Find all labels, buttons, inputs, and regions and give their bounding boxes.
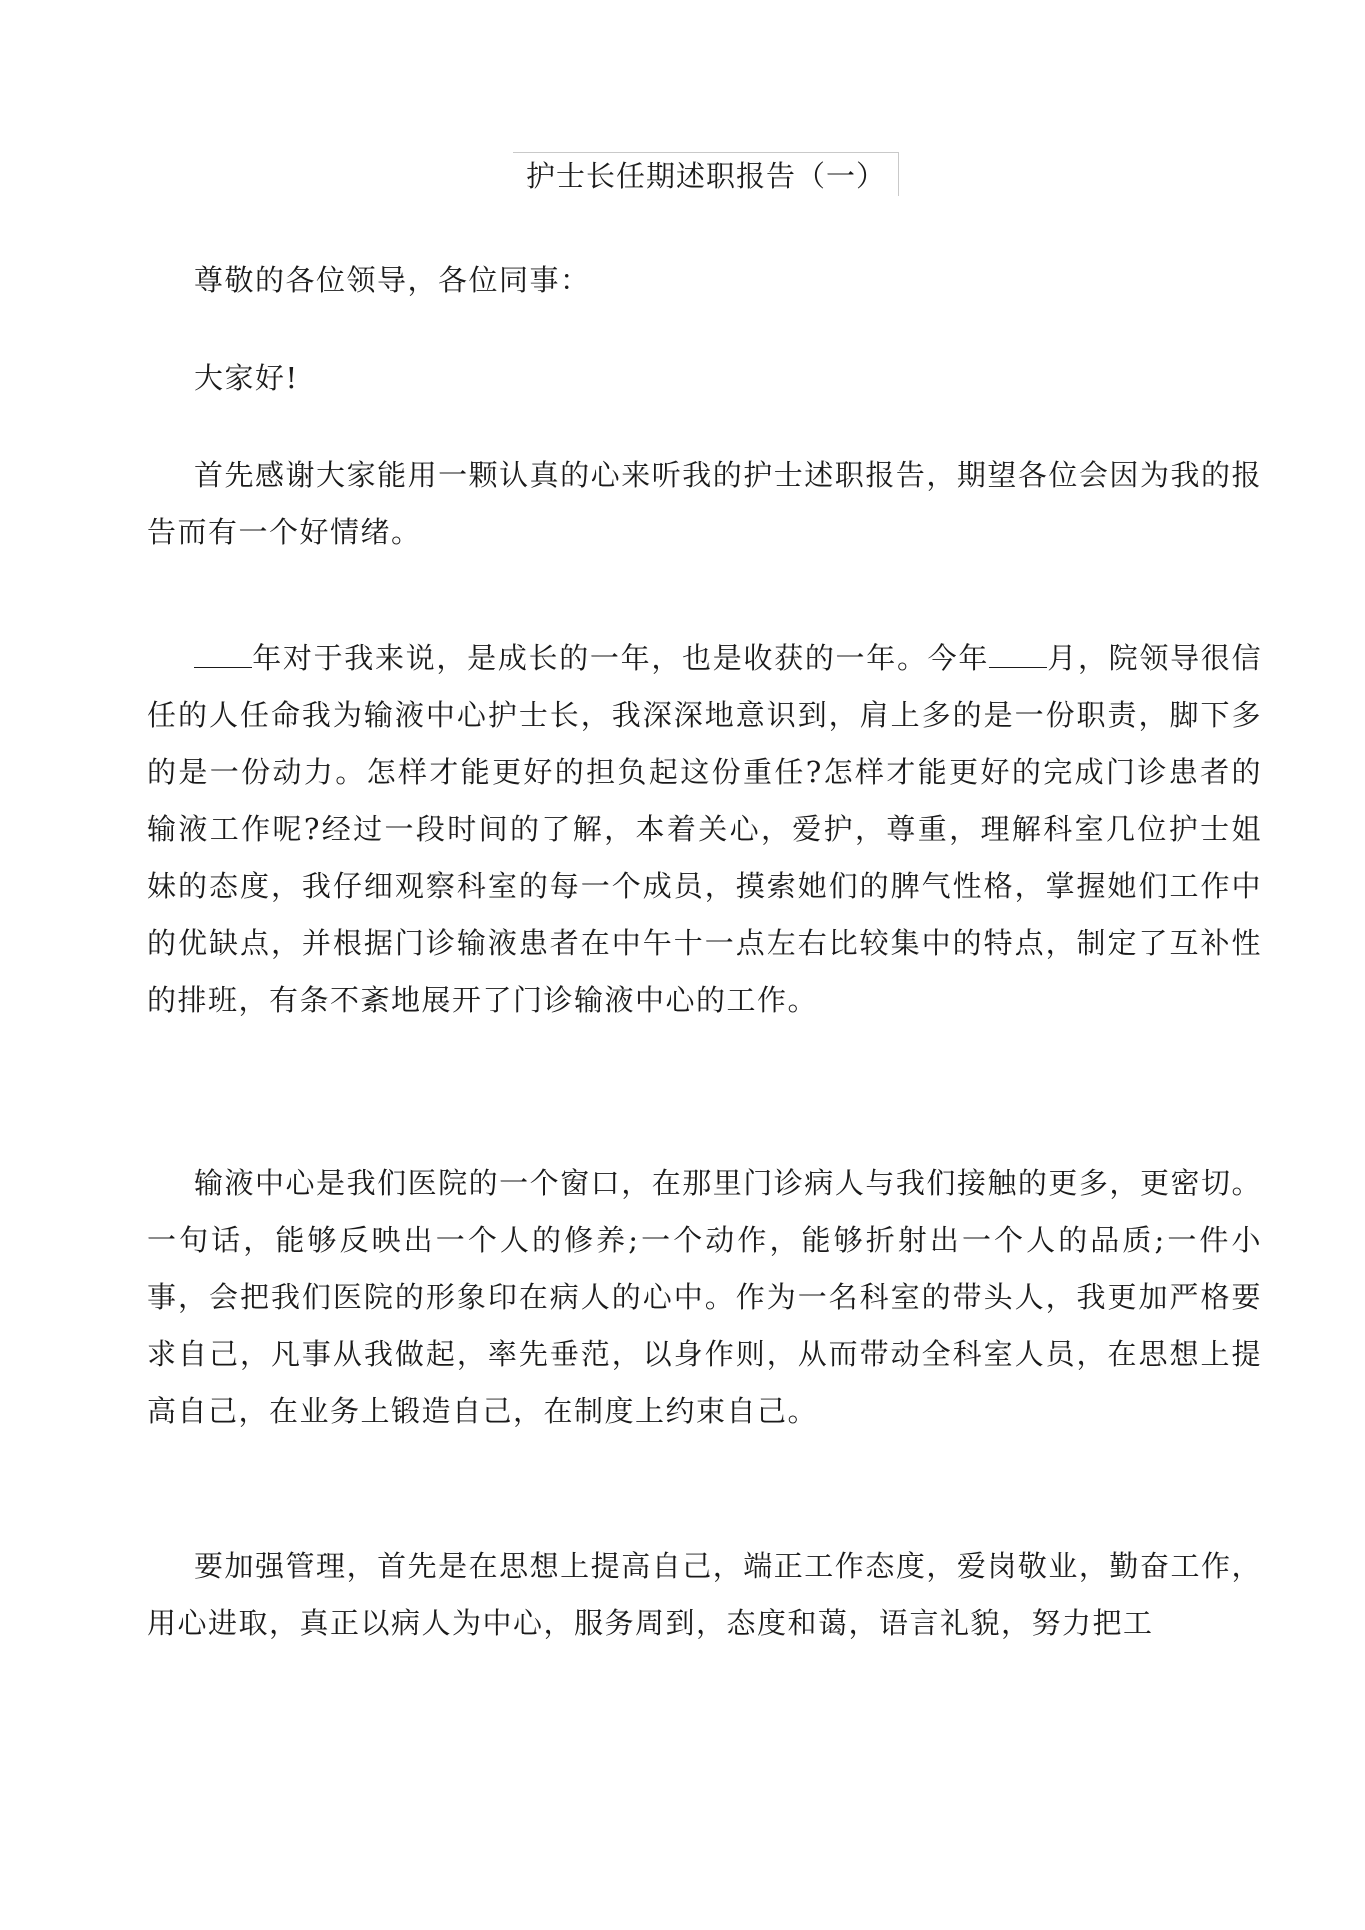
year-blank xyxy=(194,645,252,668)
paragraph-opening: 首先感谢大家能用一颗认真的心来听我的护士述职报告，期望各位会因为我的报告而有一个好情绪。 xyxy=(147,458,1262,549)
paragraph-management: 要加强管理，首先是在思想上提高自己，端正工作态度，爱岗敬业，勤奋工作，用心进取，真正以病人为中心，服务周到，态度和蔼，语言礼貌，努力把工 xyxy=(147,1549,1262,1640)
greeting: 大家好! xyxy=(194,361,299,395)
paragraph-infusion-center: 输液中心是我们医院的一个窗口，在那里门诊病人与我们接触的更多，更密切。一句话，能够反映出一个人的修养;一个动作，能够折射出一个人的品质;一件小事，会把我们医院的形象印在病人的心中。作为一名科室的带头人，我更加严格要求自己，凡事从我做起，率先垂范，以身作则，从而带动全科室人员，在思想上提高自己，在业务上锻造自己，在制度上约束自己。 xyxy=(147,1166,1262,1428)
paragraph-appointment xyxy=(147,630,1262,1029)
paragraph-appointment-text-1: 年对于我来说，是成长的一年，也是收获的一年。今年 xyxy=(252,641,990,675)
paragraph-appointment-text-2: 月，院领导很信任的人任命我为输液中心护士长，我深深地意识到，肩上多的是一份职责，脚下多的是一份动力。怎样才能更好的担负起这份重任?怎样才能更好的完成门诊患者的输液工作呢?经过一段时间的了解，本着关心，爱护，尊重，理解科室几位护士姐妹的态度，我仔细观察科室的每一个成员，摸索她们的脾气性格，掌握她们工作中的优缺点，并根据门诊输液患者在中午十一点左右比较集中的特点，制定了互补性的排班，有条不紊地展开了门诊输液中心的工作。 xyxy=(147,641,1262,1017)
salutation: 尊敬的各位领导，各位同事： xyxy=(194,263,591,297)
month-blank xyxy=(989,645,1047,668)
title-frame xyxy=(513,152,899,196)
document-title: 护士长任期述职报告（一） xyxy=(525,159,886,193)
